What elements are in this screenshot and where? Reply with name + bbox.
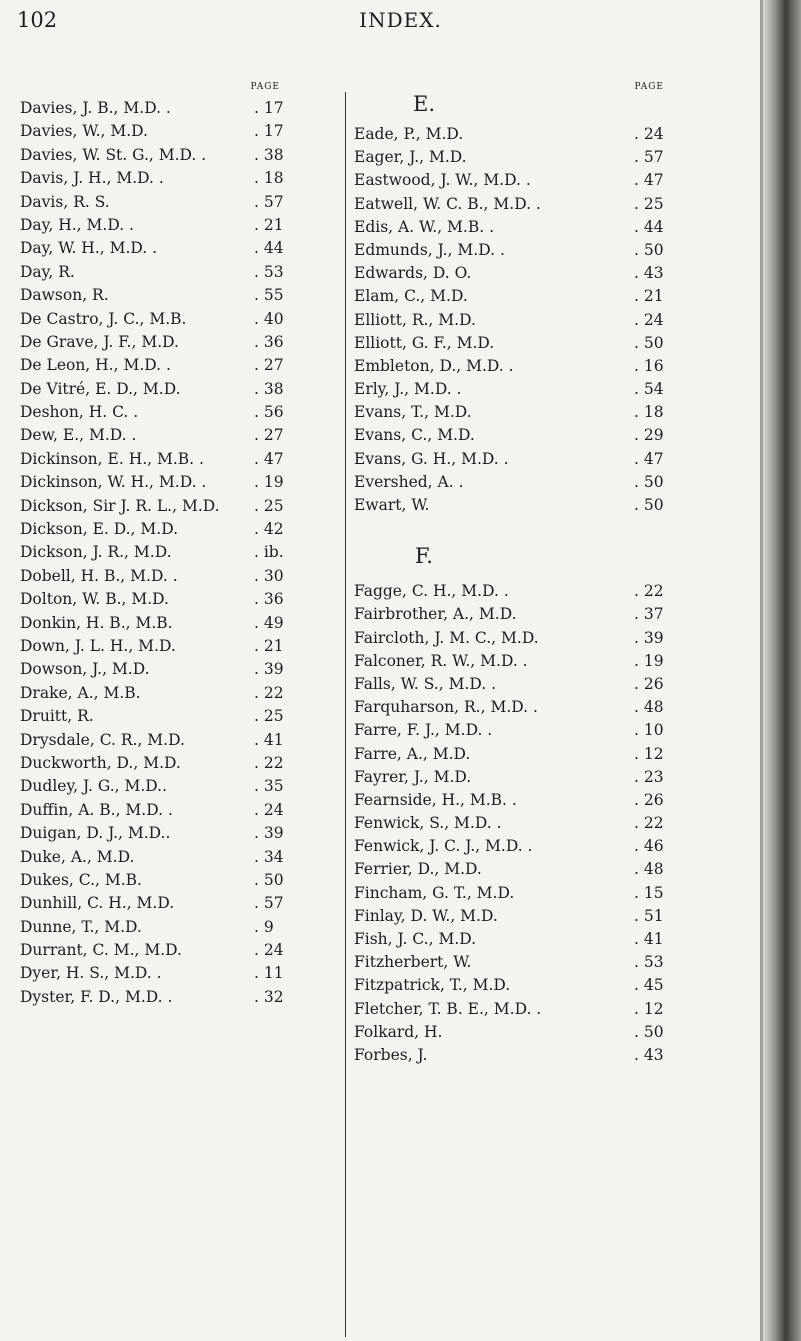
- entry-name: Fletcher, T. B. E., M.D. .: [354, 999, 542, 1018]
- entry-page-number: . 35: [254, 777, 284, 796]
- index-entry: [20, 495, 320, 518]
- entry-name: Evershed, A. .: [354, 472, 464, 491]
- entry-name: Eade, P., M.D.: [354, 125, 464, 143]
- entry-name: Fitzpatrick, T., M.D.: [354, 976, 511, 995]
- entry-page-number: . 37: [634, 605, 664, 624]
- index-entry: [20, 97, 320, 120]
- index-entry: [20, 986, 320, 1009]
- entry-name: Embleton, D., M.D. .: [354, 356, 514, 375]
- entry-name: Faircloth, J. M. C., M.D.: [354, 628, 539, 647]
- entry-page-number: . 39: [254, 660, 284, 679]
- entry-name: Elam, C., M.D.: [354, 287, 468, 306]
- entry-name: Dickson, J. R., M.D.: [20, 543, 172, 562]
- index-entry: [354, 719, 744, 742]
- entry-page-number: . 57: [254, 192, 284, 211]
- section-letter-e: E.: [412, 92, 435, 116]
- entry-page-number: . 24: [254, 800, 284, 819]
- entry-page-number: . 25: [254, 707, 284, 726]
- entry-name: Falconer, R. W., M.D. .: [354, 651, 528, 670]
- entry-page-number: . 26: [634, 674, 664, 693]
- index-entry: [20, 588, 320, 611]
- index-entry: [20, 962, 320, 985]
- entry-page-number: . 55: [254, 286, 284, 305]
- entry-page-number: . 27: [254, 356, 284, 375]
- entry-page-number: . 57: [634, 148, 664, 167]
- index-entry: [354, 951, 744, 974]
- entry-name: Davies, J. B., M.D. .: [20, 99, 171, 117]
- index-entry: [354, 766, 744, 789]
- entry-page-number: . 50: [634, 496, 664, 514]
- index-entry: [20, 775, 320, 798]
- index-entry: [354, 193, 744, 216]
- index-entry: [354, 355, 744, 378]
- entry-page-number: . 41: [634, 930, 664, 948]
- index-entry: [20, 167, 320, 190]
- index-entry: [354, 1021, 744, 1044]
- entry-name: Falls, W. S., M.D. .: [354, 674, 497, 693]
- entry-name: Fayrer, J., M.D.: [354, 767, 472, 786]
- entry-name: Evans, C., M.D.: [354, 426, 475, 445]
- index-entry: [20, 565, 320, 588]
- entry-name: Dunne, T., M.D.: [20, 917, 142, 936]
- index-entry: [20, 261, 320, 284]
- entry-page-number: . 21: [254, 636, 284, 655]
- entry-name: Dickinson, E. H., M.B. .: [20, 449, 204, 468]
- index-entry: [20, 541, 320, 564]
- entry-name: De Grave, J. F., M.D.: [20, 332, 179, 351]
- entry-page-number: . 16: [634, 356, 664, 375]
- index-entry: [20, 354, 320, 377]
- index-entry: [20, 214, 320, 237]
- index-entry: [354, 262, 744, 285]
- index-entry: [20, 705, 320, 728]
- index-entry: [20, 448, 320, 471]
- entry-page-number: . 25: [634, 194, 664, 213]
- index-entry: [20, 846, 320, 869]
- index-entry: [354, 696, 744, 719]
- entry-name: Evans, T., M.D.: [354, 403, 472, 422]
- index-entry: [354, 332, 744, 355]
- index-entry: [20, 635, 320, 658]
- left-column: [20, 82, 320, 1009]
- entry-page-number: . 43: [634, 1045, 664, 1064]
- index-entry: [20, 612, 320, 635]
- entry-name: Dawson, R.: [20, 286, 109, 305]
- entry-name: Evans, G. H., M.D. .: [354, 449, 509, 468]
- entry-name: Erly, J., M.D. .: [354, 380, 462, 399]
- entry-page-number: . 17: [254, 99, 284, 117]
- entry-page-number: . 50: [254, 870, 284, 889]
- right-column: [354, 82, 744, 1067]
- entry-page-number: . 12: [634, 744, 664, 763]
- index-entry: [354, 216, 744, 239]
- entry-name: Edmunds, J., M.D. .: [354, 240, 505, 259]
- entry-name: Fish, J. C., M.D.: [354, 930, 477, 948]
- book-edge: [763, 0, 801, 1341]
- entry-page-number: . 22: [634, 582, 664, 601]
- entry-page-number: . 47: [634, 449, 664, 468]
- index-entry-list: [354, 580, 744, 1067]
- entry-page-number: . 30: [254, 566, 284, 585]
- entry-page-number: . 44: [634, 217, 664, 236]
- entry-page-number: . 51: [634, 906, 664, 925]
- index-entry: [354, 905, 744, 928]
- entry-name: Eager, J., M.D.: [354, 148, 467, 167]
- entry-name: Dickson, E. D., M.D.: [20, 520, 179, 539]
- entry-name: Folkard, H.: [354, 1022, 443, 1041]
- entry-page-number: . 10: [634, 721, 664, 740]
- entry-page-number: . 38: [254, 145, 284, 164]
- entry-name: Day, H., M.D. .: [20, 215, 134, 234]
- entry-page-number: . 39: [254, 824, 284, 843]
- index-entry: [20, 144, 320, 167]
- entry-page-number: . 49: [254, 613, 284, 632]
- entry-name: Ewart, W.: [354, 496, 430, 514]
- entry-page-number: . 41: [254, 730, 284, 749]
- index-entry: [354, 424, 744, 447]
- entry-page-number: . 24: [254, 941, 284, 960]
- entry-page-number: . 42: [254, 520, 284, 539]
- entry-name: De Vitré, E. D., M.D.: [20, 379, 181, 398]
- entry-page-number: . 27: [254, 426, 284, 445]
- entry-page-number: . 26: [634, 790, 664, 809]
- entry-name: Dyster, F. D., M.D. .: [20, 987, 173, 1006]
- entry-name: Farre, F. J., M.D. .: [354, 721, 493, 740]
- entry-page-number: . 36: [254, 590, 284, 609]
- index-entry: [354, 928, 744, 951]
- entry-name: Dew, E., M.D. .: [20, 426, 137, 445]
- entry-name: Day, R.: [20, 262, 75, 281]
- index-entry: [20, 939, 320, 962]
- index-entry: [354, 448, 744, 471]
- index-entry: [354, 580, 744, 603]
- entry-page-number: . 29: [634, 426, 664, 445]
- section-letter-f: F.: [415, 544, 433, 569]
- entry-name: Duffin, A. B., M.D. .: [20, 800, 173, 819]
- index-entry: [354, 1044, 744, 1067]
- index-entry: [354, 650, 744, 673]
- entry-name: Fenwick, S., M.D. .: [354, 814, 502, 833]
- entry-name: Edwards, D. O.: [354, 264, 472, 283]
- index-entry: [354, 169, 744, 192]
- entry-name: Duke, A., M.D.: [20, 847, 135, 866]
- entry-name: Durrant, C. M., M.D.: [20, 941, 182, 960]
- entry-page-number: . 50: [634, 240, 664, 259]
- entry-page-number: . 34: [254, 847, 284, 866]
- entry-name: Davis, R. S.: [20, 192, 110, 211]
- entry-name: Dunhill, C. H., M.D.: [20, 894, 175, 913]
- entry-page-number: . 24: [634, 310, 664, 329]
- index-entry: [20, 331, 320, 354]
- index-entry: [354, 309, 744, 332]
- index-entry: [354, 743, 744, 766]
- entry-page-number: . 24: [634, 125, 664, 143]
- index-entry: [354, 789, 744, 812]
- entry-name: Dukes, C., M.B.: [20, 870, 142, 889]
- entry-page-number: . 48: [634, 698, 664, 717]
- index-entry: [20, 471, 320, 494]
- index-entry: [20, 892, 320, 915]
- entry-name: Fagge, C. H., M.D. .: [354, 582, 509, 601]
- entry-page-number: . 47: [634, 171, 664, 190]
- index-entry: [20, 308, 320, 331]
- entry-page-number: . 57: [254, 894, 284, 913]
- index-entry: [20, 424, 320, 447]
- entry-name: Drysdale, C. R., M.D.: [20, 730, 185, 749]
- entry-page-number: . 50: [634, 333, 664, 352]
- column-divider: [345, 92, 346, 1337]
- entry-page-number: . 15: [634, 883, 664, 902]
- index-entry: [354, 401, 744, 424]
- index-entry: [354, 471, 744, 494]
- page-number: 102: [17, 8, 58, 32]
- entry-name: Fincham, G. T., M.D.: [354, 883, 515, 902]
- index-entry: [20, 378, 320, 401]
- index-entry: [354, 835, 744, 858]
- entry-name: Farre, A., M.D.: [354, 744, 471, 763]
- entry-name: Dyer, H. S., M.D. .: [20, 964, 162, 983]
- entry-page-number: . 18: [254, 169, 284, 188]
- index-entry: [354, 146, 744, 169]
- index-entry: [354, 998, 744, 1021]
- entry-name: Duckworth, D., M.D.: [20, 753, 181, 772]
- entry-page-number: . 9: [254, 917, 274, 936]
- entry-page-number: . 50: [634, 472, 664, 491]
- entry-page-number: . 22: [254, 683, 284, 702]
- entry-name: Elliott, G. F., M.D.: [354, 333, 495, 352]
- entry-name: Dickinson, W. H., M.D. .: [20, 473, 207, 492]
- entry-page-number: . 53: [254, 262, 284, 281]
- entry-page-number: . 54: [634, 380, 664, 399]
- index-entry: [354, 123, 744, 146]
- index-entry: [20, 916, 320, 939]
- index-entry: [354, 882, 744, 905]
- entry-page-number: . 32: [254, 987, 284, 1006]
- index-entry-list: [354, 123, 744, 517]
- entry-name: Deshon, H. C. .: [20, 403, 139, 422]
- entry-page-number: . 21: [254, 215, 284, 234]
- entry-page-number: . 22: [254, 753, 284, 772]
- entry-name: Dickson, Sir J. R. L., M.D.: [20, 496, 220, 515]
- index-entry: [354, 812, 744, 835]
- entry-name: Davies, W., M.D.: [20, 122, 148, 141]
- entry-name: Fairbrother, A., M.D.: [354, 605, 517, 624]
- entry-page-number: . 45: [634, 976, 664, 995]
- index-entry: [20, 752, 320, 775]
- running-title: INDEX.: [359, 8, 442, 32]
- entry-name: Edis, A. W., M.B. .: [354, 217, 495, 236]
- entry-name: Down, J. L. H., M.D.: [20, 636, 176, 655]
- entry-page-number: . 25: [254, 496, 284, 515]
- entry-page-number: . 18: [634, 403, 664, 422]
- entry-page-number: . 22: [634, 814, 664, 833]
- entry-name: Finlay, D. W., M.D.: [354, 906, 498, 925]
- index-entry: [20, 237, 320, 260]
- entry-name: Davies, W. St. G., M.D. .: [20, 145, 207, 164]
- entry-page-number: . 23: [634, 767, 664, 786]
- index-entry: [354, 378, 744, 401]
- entry-name: Dudley, J. G., M.D..: [20, 777, 168, 796]
- entry-name: Dowson, J., M.D.: [20, 660, 150, 679]
- entry-page-number: . 56: [254, 403, 284, 422]
- entry-page-number: . 53: [634, 953, 664, 972]
- entry-page-number: . 11: [254, 964, 284, 983]
- page-column-heading: PAGE: [634, 82, 664, 92]
- index-entry: [20, 401, 320, 424]
- entry-page-number: . 19: [634, 651, 664, 670]
- entry-name: Drake, A., M.B.: [20, 683, 141, 702]
- index-entry: [20, 658, 320, 681]
- entry-name: Druitt, R.: [20, 707, 94, 726]
- index-entry-list: [20, 97, 320, 1009]
- entry-page-number: . 36: [254, 332, 284, 351]
- entry-name: Elliott, R., M.D.: [354, 310, 476, 329]
- index-entry: [20, 729, 320, 752]
- entry-name: Eatwell, W. C. B., M.D. .: [354, 194, 541, 213]
- index-entry: [354, 673, 744, 696]
- entry-page-number: . 47: [254, 449, 284, 468]
- index-entry: [20, 284, 320, 307]
- entry-name: Dolton, W. B., M.D.: [20, 590, 169, 609]
- entry-page-number: . 50: [634, 1022, 664, 1041]
- entry-name: De Castro, J. C., M.B.: [20, 309, 187, 328]
- index-entry: [20, 518, 320, 541]
- entry-page-number: . 19: [254, 473, 284, 492]
- entry-name: Dobell, H. B., M.D. .: [20, 566, 178, 585]
- index-entry: [20, 869, 320, 892]
- index-entry: [354, 627, 744, 650]
- entry-page-number: . ib.: [254, 543, 284, 562]
- index-entry: [354, 974, 744, 997]
- index-entry: [354, 285, 744, 308]
- entry-name: Duigan, D. J., M.D..: [20, 824, 171, 843]
- entry-page-number: . 17: [254, 122, 284, 141]
- index-entry: [20, 120, 320, 143]
- entry-name: Donkin, H. B., M.B.: [20, 613, 173, 632]
- entry-page-number: . 39: [634, 628, 664, 647]
- entry-page-number: . 21: [634, 287, 664, 306]
- entry-page-number: . 40: [254, 309, 284, 328]
- index-entry: [354, 239, 744, 262]
- entry-name: Davis, J. H., M.D. .: [20, 169, 164, 188]
- entry-name: Ferrier, D., M.D.: [354, 860, 482, 879]
- entry-name: De Leon, H., M.D. .: [20, 356, 171, 375]
- entry-name: Eastwood, J. W., M.D. .: [354, 171, 531, 190]
- index-entry: [20, 682, 320, 705]
- entry-name: Fearnside, H., M.B. .: [354, 790, 517, 809]
- entry-name: Day, W. H., M.D. .: [20, 239, 158, 258]
- entry-page-number: . 12: [634, 999, 664, 1018]
- entry-name: Farquharson, R., M.D. .: [354, 698, 538, 717]
- entry-name: Fitzherbert, W.: [354, 953, 472, 972]
- entry-name: Fenwick, J. C. J., M.D. .: [354, 837, 533, 856]
- index-entry: [20, 191, 320, 214]
- index-entry: [354, 603, 744, 626]
- entry-page-number: . 43: [634, 264, 664, 283]
- index-entry: [354, 858, 744, 881]
- entry-page-number: . 48: [634, 860, 664, 879]
- index-entry: [354, 494, 744, 517]
- entry-page-number: . 46: [634, 837, 664, 856]
- index-entry: [20, 822, 320, 845]
- entry-page-number: . 44: [254, 239, 284, 258]
- index-entry: [20, 799, 320, 822]
- page-column-heading: PAGE: [250, 82, 280, 92]
- entry-page-number: . 38: [254, 379, 284, 398]
- entry-name: Forbes, J.: [354, 1045, 428, 1064]
